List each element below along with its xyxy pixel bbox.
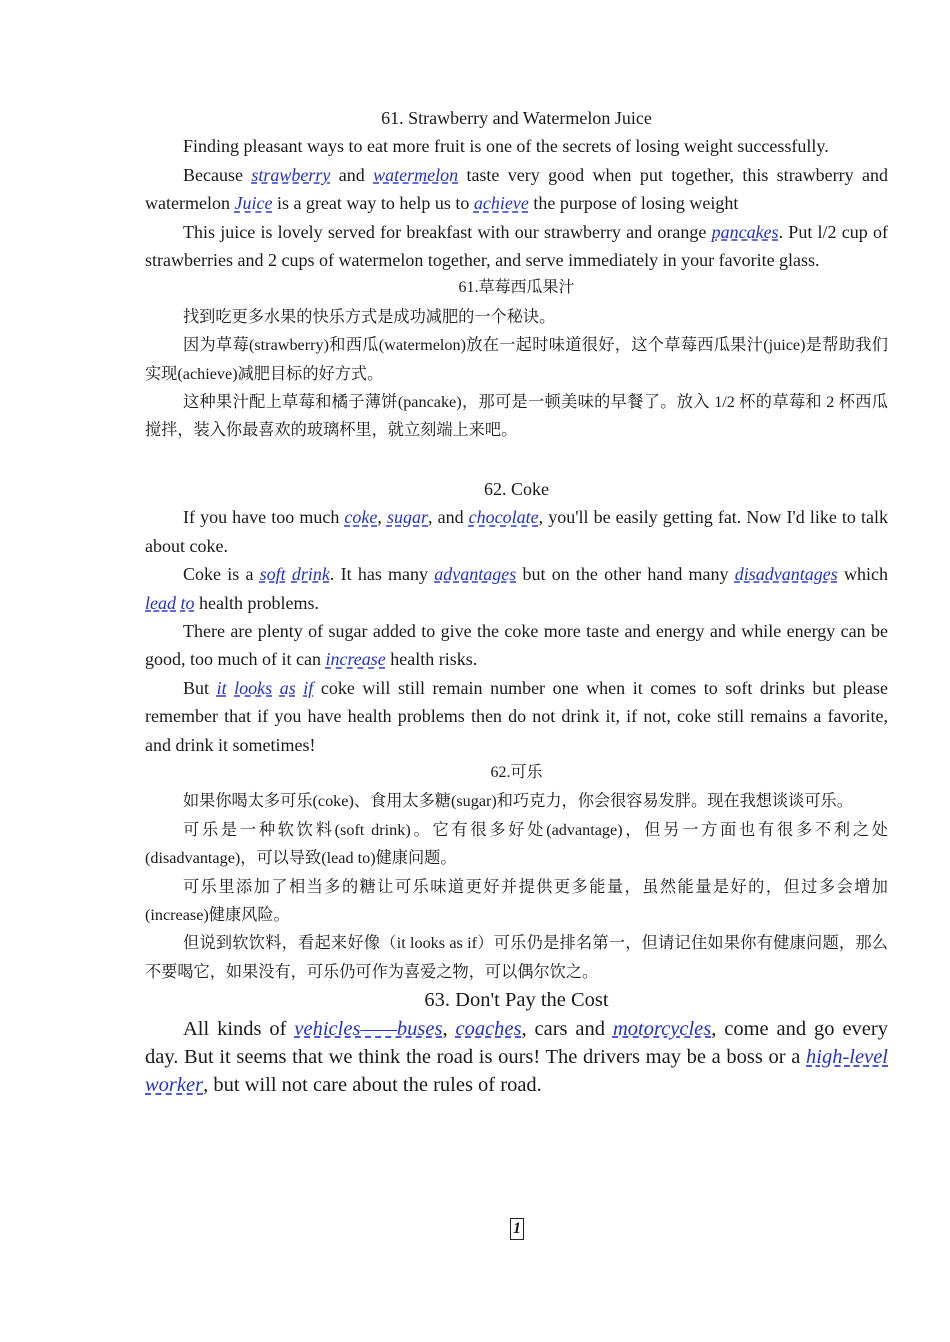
text-run: and	[330, 164, 374, 185]
text-run: , cars and	[521, 1017, 613, 1040]
section-62-cn-paragraph-4: 但说到软饮料，看起来好像（it looks as if）可乐仍是排名第一，但请记住如果你有健康问题，那么不要喝它，如果没有，可乐仍可作为喜爱之物，可以偶尔饮之。	[145, 934, 888, 981]
keyword-link[interactable]: lead	[145, 592, 176, 613]
text-run: which	[837, 564, 888, 585]
section-61-cn-title: 61.草莓西瓜果汁	[458, 279, 575, 297]
section-62-paragraph-3	[145, 617, 888, 674]
section-62-cn-paragraph-2: 可乐是一种软饮料(soft drink)。它有很多好处(advantage)，但另一方面也有很多不利之处(disadvantage)，可以导致(lead to)健康问题。	[145, 820, 888, 868]
section-62-paragraph-4	[145, 674, 888, 759]
section-61-paragraph-2	[145, 161, 888, 218]
text-run: There are plenty of sugar added to give the coke more taste and energy and while energy can be good, too much of it can	[145, 620, 888, 670]
keyword-link[interactable]: to	[180, 592, 195, 613]
section-62-cn-title: 62.可乐	[490, 763, 543, 781]
text-run: ,	[377, 507, 387, 528]
keyword-link[interactable]: advantages	[434, 564, 517, 585]
keyword-link[interactable]: watermelon	[373, 164, 459, 185]
page-number: 1	[510, 1218, 524, 1240]
keyword-link[interactable]: coke	[344, 507, 378, 528]
text-run: ,	[442, 1017, 456, 1040]
keyword-link[interactable]: high-level	[806, 1046, 888, 1068]
text-run: , and	[428, 507, 469, 528]
keyword-link[interactable]: chocolate	[468, 507, 539, 528]
keyword-link[interactable]: vehicles——buses	[294, 1017, 443, 1040]
text-run: If you have too much	[183, 507, 345, 528]
text-run: is a great way to help us to	[272, 193, 474, 214]
section-62-paragraph-2	[145, 560, 888, 617]
section-62-cn-paragraph-1: 如果你喝太多可乐(coke)、食用太多糖(sugar)和巧克力，你会很容易发胖。现在我想谈谈可乐。	[183, 792, 853, 811]
keyword-link[interactable]: looks	[234, 677, 273, 698]
text-run: taste very good when put together, this strawberry and watermelon	[145, 164, 888, 214]
keyword-link[interactable]: coaches	[455, 1017, 522, 1040]
section-61-cn-paragraph-3: 这种果汁配上草莓和橘子薄饼(pancake)，那可是一顿美味的早餐了。放入 1/2 杯的草莓和 2 杯西瓜搅拌，装入你最喜欢的玻璃杯里，就立刻端上来吧。	[145, 393, 888, 440]
keyword-link[interactable]: increase	[325, 649, 386, 670]
section-61-cn-paragraph-1: 找到吃更多水果的快乐方式是成功减肥的一个秘诀。	[183, 307, 556, 326]
section-62-title: 62. Coke	[484, 478, 549, 499]
section-62-cn-paragraph-3: 可乐里添加了相当多的糖让可乐味道更好并提供更多能量，虽然能量是好的，但过多会增加(increase)健康风险。	[145, 877, 888, 924]
section-61-paragraph-1: Finding pleasant ways to eat more fruit is one of the secrets of losing weight successfully.	[183, 136, 829, 157]
text-run: but on the other hand many	[516, 564, 735, 585]
section-63-title: 63. Don't Pay the Cost	[424, 989, 609, 1012]
text-run: , you'll be easily getting fat. Now I'd like to talk about coke.	[145, 507, 888, 556]
keyword-link[interactable]: Juice	[234, 193, 273, 214]
text-run: Because	[183, 164, 252, 185]
text-run: health problems.	[194, 592, 319, 613]
text-run: All kinds of	[183, 1017, 295, 1040]
text-run	[272, 678, 280, 698]
keyword-link[interactable]: achieve	[473, 193, 529, 214]
section-gap	[145, 445, 888, 475]
text-run: Coke is a	[183, 564, 260, 585]
section-63-paragraph-1	[145, 1015, 888, 1100]
text-run: health risks.	[385, 649, 478, 670]
text-run: , but will not care about the rules of road.	[203, 1074, 542, 1097]
section-61-paragraph-3	[145, 218, 888, 275]
text-run: But	[183, 677, 217, 698]
section-61-title: 61. Strawberry and Watermelon Juice	[381, 108, 652, 128]
keyword-link[interactable]: it	[216, 677, 227, 698]
keyword-link[interactable]: soft	[259, 564, 286, 585]
document-page	[145, 104, 888, 1100]
text-run: . Put l/2 cup of strawberries and 2 cups of watermelon together, and serve immediately in your favorite glass.	[145, 221, 888, 271]
text-run: , come and go every day. But it seems that we think the road is ours! The drivers may be a boss or a	[145, 1017, 888, 1068]
text-run: coke will still remain number one when it comes to soft drinks but please remember that if you have health problems then do not drink it, if not, coke still remains a favorite, and drink it sometimes!	[145, 677, 889, 755]
keyword-link[interactable]: worker	[145, 1074, 204, 1097]
text-run: This juice is lovely served for breakfast with our strawberry and orange	[183, 221, 712, 242]
keyword-link[interactable]: drink	[291, 564, 330, 585]
text-run: . It has many	[329, 564, 435, 585]
section-61-cn-paragraph-2: 因为草莓(strawberry)和西瓜(watermelon)放在一起时味道很好，这个草莓西瓜果汁(juice)是帮助我们实现(achieve)减肥目标的好方式。	[145, 336, 888, 383]
section-62-paragraph-1	[145, 503, 888, 560]
keyword-link[interactable]: if	[303, 677, 314, 698]
keyword-link[interactable]: sugar	[386, 507, 428, 528]
text-run: the purpose of losing weight	[528, 193, 739, 214]
keyword-link[interactable]: motorcycles	[612, 1017, 712, 1040]
keyword-link[interactable]: strawberry	[251, 164, 331, 185]
keyword-link[interactable]: pancakes	[711, 221, 779, 242]
keyword-link[interactable]: as	[279, 677, 296, 698]
keyword-link[interactable]: disadvantages	[734, 564, 838, 585]
